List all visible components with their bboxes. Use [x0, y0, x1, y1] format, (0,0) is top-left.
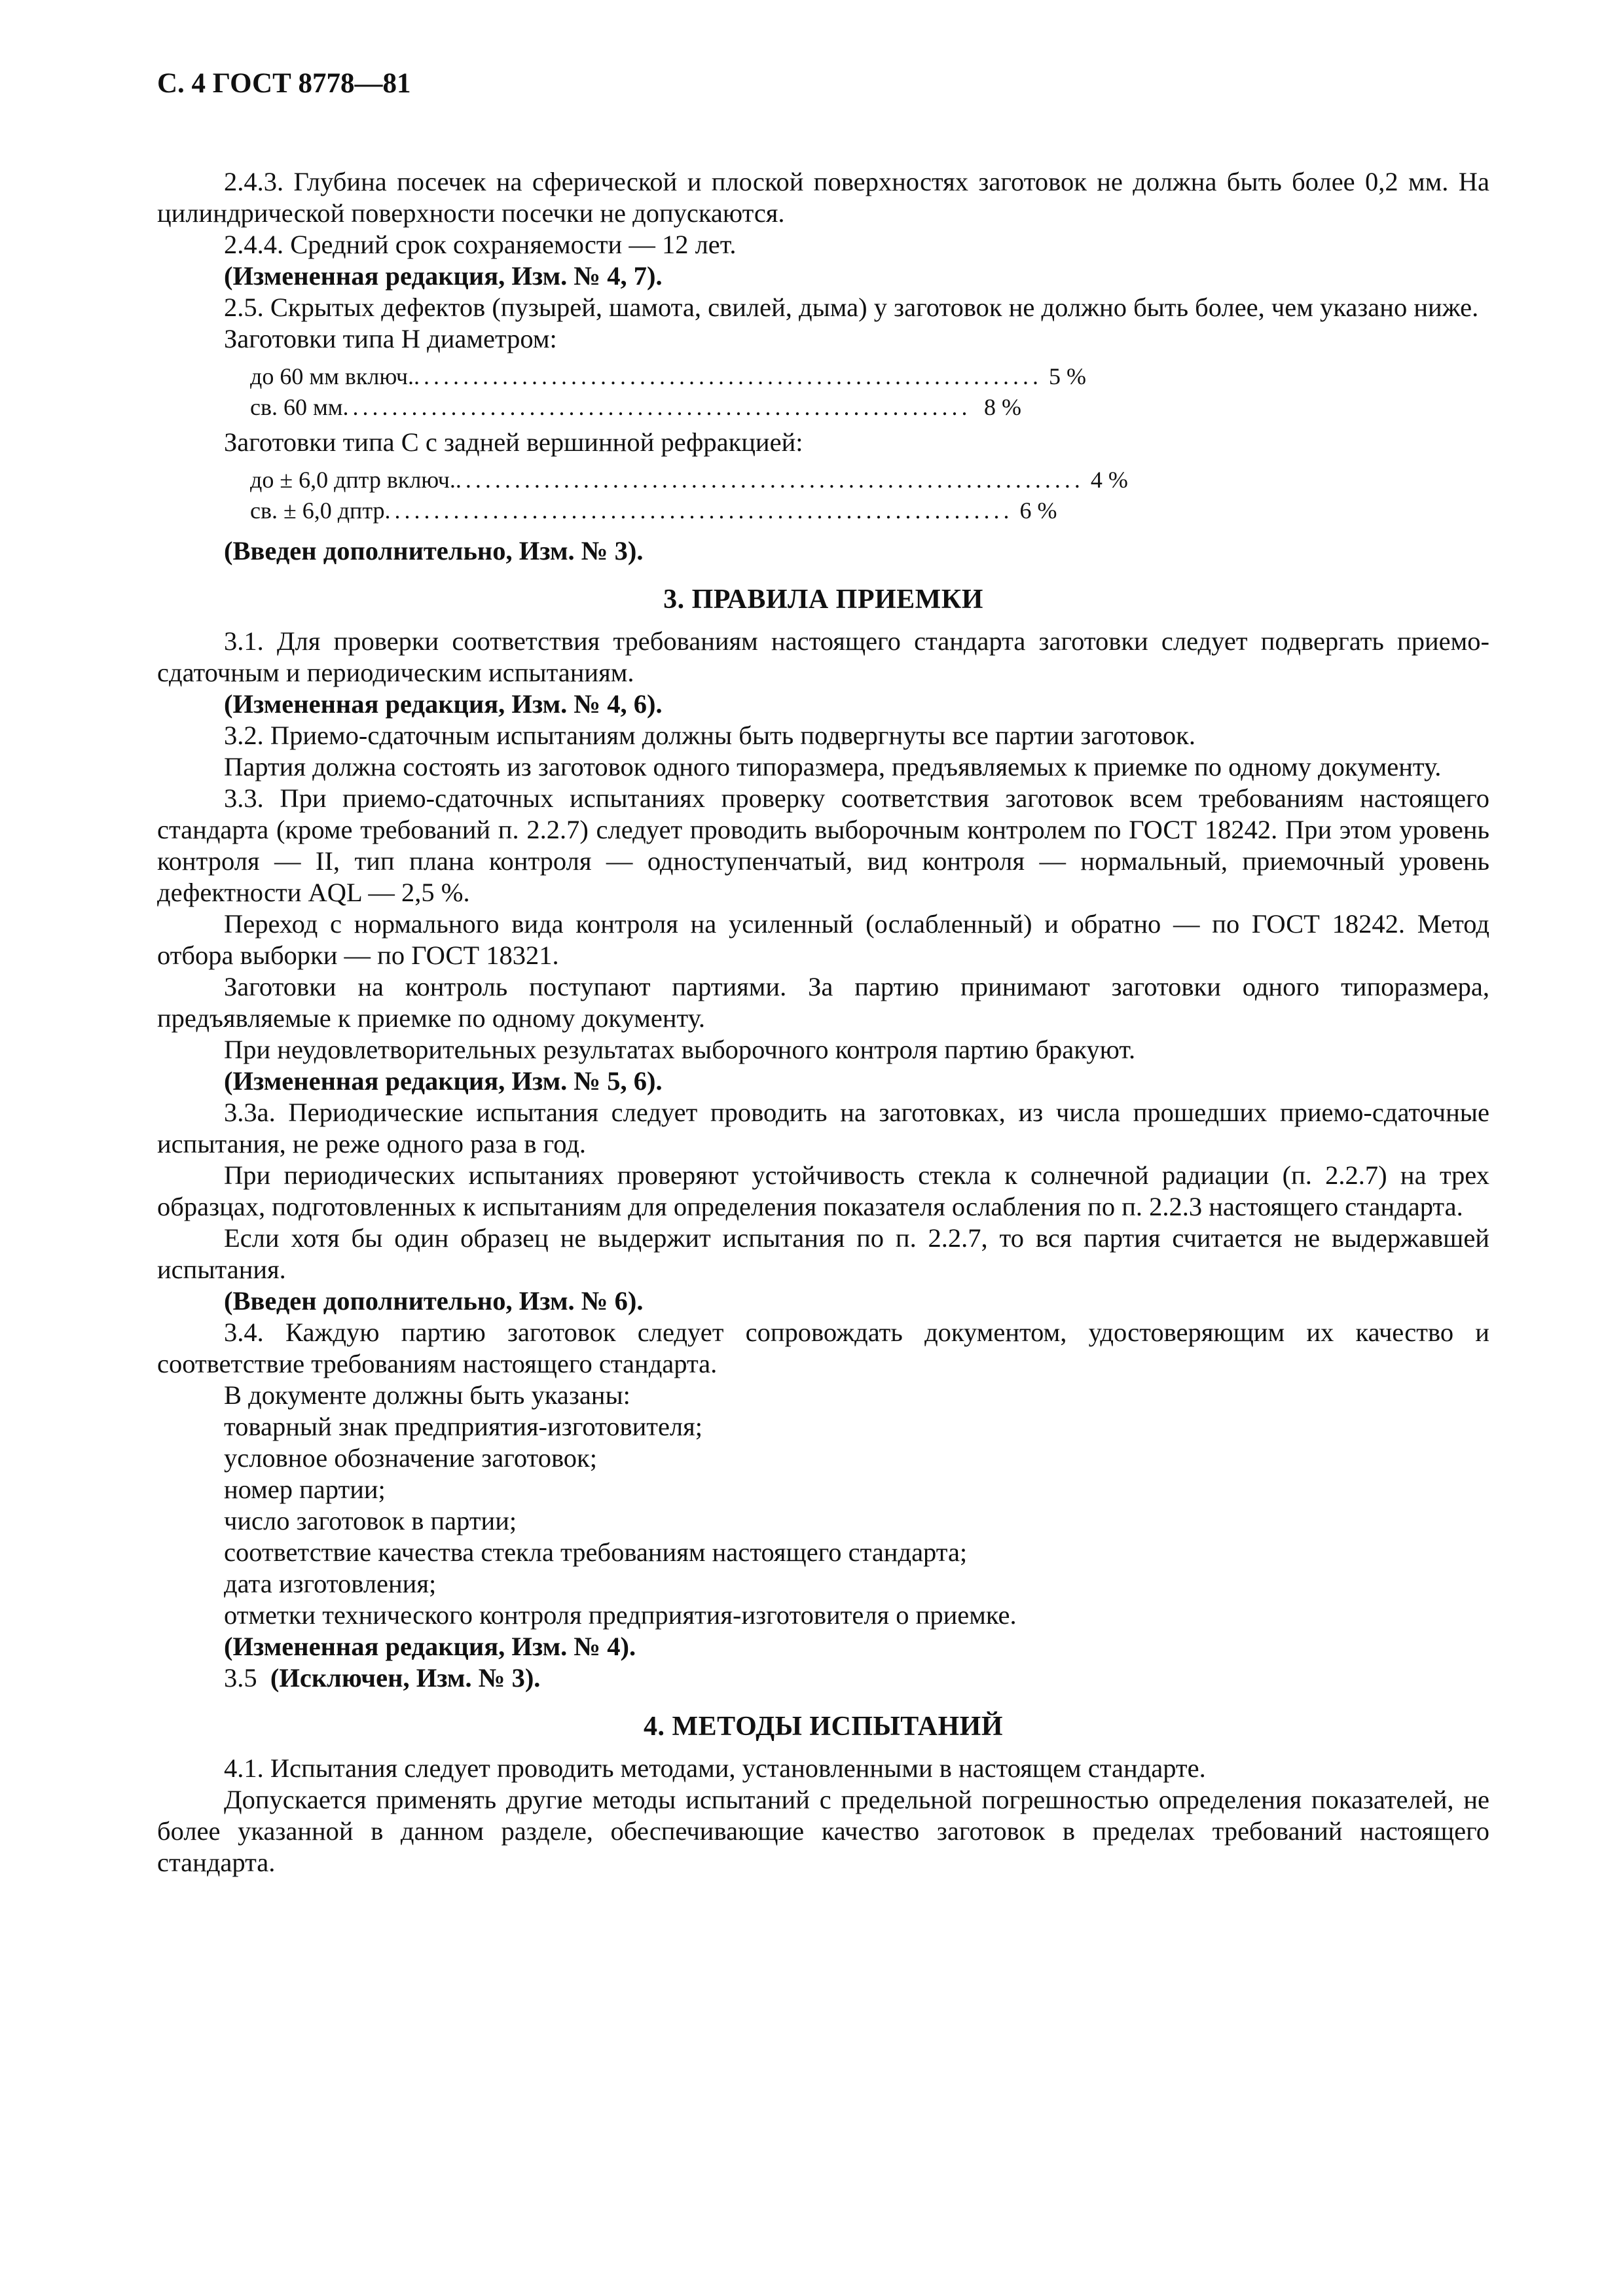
row-label: св. 60 мм	[250, 394, 343, 420]
section-4-title: 4. МЕТОДЫ ИСПЫТАНИЙ	[644, 1712, 1003, 1742]
amendment-note: (Введен дополнительно, Изм. № 3).	[224, 536, 644, 565]
document-page	[157, 65, 1489, 1878]
list-item: товарный знак предприятия-изготовителя;	[224, 1412, 703, 1441]
paragraph-3-2: 3.2. Приемо-сдаточным испытаниям должны быть подвергнуты все партии заготовок.	[224, 721, 1195, 750]
type-c-list	[224, 465, 1489, 526]
row-value: 5 %	[1048, 363, 1086, 389]
dot-leader: ................................................................	[342, 394, 972, 420]
list-item: условное обозначение заготовок;	[224, 1443, 597, 1473]
paragraph-3-4: 3.4. Каждую партию заготовок следует сопровождать документом, удостоверяющим их качество и соответствие требованиям настоящего стандарта.	[157, 1318, 1489, 1378]
paragraph-3-3a: 3.3а. Периодические испытания следует проводить на заготовках, из числа прошедших приемо-сдаточные испытания, не реже одного раза в год.	[157, 1098, 1489, 1158]
paragraph-4-1: 4.1. Испытания следует проводить методами, установленными в настоящем стандарте.	[224, 1753, 1206, 1783]
row-value: 4 %	[1090, 467, 1128, 493]
paragraph-3-3-cont: При неудовлетворительных результатах выборочного контроля партию бракуют.	[224, 1035, 1136, 1064]
type-h-list	[224, 361, 1489, 423]
list-item: соответствие качества стекла требованиям настоящего стандарта;	[224, 1537, 968, 1567]
type-c-heading: Заготовки типа С с задней вершинной рефракцией:	[224, 427, 803, 457]
amendment-note: (Измененная редакция, Изм. № 4, 6).	[224, 689, 663, 719]
section-3-title: 3. ПРАВИЛА ПРИЕМКИ	[663, 584, 983, 615]
dot-leader-row	[250, 465, 1128, 495]
amendment-note: (Исключен, Изм. № 3).	[270, 1663, 541, 1693]
type-h-heading: Заготовки типа Н диаметром:	[224, 324, 557, 353]
dot-leader: ................................................................	[384, 497, 1013, 524]
row-label: до ± 6,0 дптр включ.	[250, 467, 456, 493]
row-value: 6 %	[1019, 497, 1057, 524]
dot-leader-row	[250, 361, 1086, 392]
list-item: номер партии;	[224, 1475, 386, 1504]
dot-leader: ................................................................	[455, 467, 1084, 493]
row-value: 8 %	[984, 394, 1021, 420]
list-item: число заготовок в партии;	[224, 1506, 517, 1535]
row-label: св. ± 6,0 дптр	[250, 497, 385, 524]
paragraph-3-3-cont: Переход с нормального вида контроля на усиленный (ослабленный) и обратно — по ГОСТ 18242. Метод отбора выборки — по ГОСТ 18321.	[157, 909, 1489, 970]
amendment-note: (Измененная редакция, Изм. № 4).	[224, 1632, 636, 1661]
amendment-note: (Измененная редакция, Изм. № 4, 7).	[224, 261, 663, 291]
row-label: до 60 мм включ.	[250, 363, 414, 389]
page-header: С. 4 ГОСТ 8778—81	[157, 68, 411, 99]
paragraph-2-4-4: 2.4.4. Средний срок сохраняемости — 12 лет.	[224, 230, 737, 259]
paragraph-3-3a-cont: При периодических испытаниях проверяют устойчивость стекла к солнечной радиации (п. 2.2.7) на трех образцах, подготовленных к испытаниям для определения показателя ослабления по п. 2.2.3 настоящего стандарта.	[157, 1160, 1489, 1221]
dot-leader-row	[250, 392, 1021, 423]
document-requirements-list	[224, 1411, 1489, 1631]
paragraph-2-5: 2.5. Скрытых дефектов (пузырей, шамота, свилей, дыма) у заготовок не должно быть более, чем указано ниже.	[224, 293, 1479, 322]
paragraph-3-5	[157, 1662, 1489, 1694]
paragraph-3-3: 3.3. При приемо-сдаточных испытаниях проверку соответствия заготовок всем требованиям настоящего стандарта (кроме требований п. 2.2.7) следует проводить выборочным контролем по ГОСТ 18242. При этом уровень контроля — II, тип плана контроля — одноступенчатый, вид контроля — нормальный, приемочный уровень дефектности AQL — 2,5 %.	[157, 783, 1489, 907]
paragraph-number: 3.5	[224, 1663, 257, 1693]
paragraph-3-3-cont: Заготовки на контроль поступают партиями. За партию принимают заготовки одного типоразмера, предъявляемые к приемке по одному документу.	[157, 972, 1489, 1033]
paragraph-3-3a-cont: Если хотя бы один образец не выдержит испытания по п. 2.2.7, то вся партия считается не выдержавшей испытания.	[157, 1223, 1489, 1284]
amendment-note: (Измененная редакция, Изм. № 5, 6).	[224, 1066, 663, 1096]
paragraph-3-1: 3.1. Для проверки соответствия требованиям настоящего стандарта заготовки следует подвергать приемо-сдаточным и периодическим испытаниям.	[157, 626, 1489, 687]
paragraph-2-4-3: 2.4.3. Глубина посечек на сферической и плоской поверхностях заготовок не должна быть более 0,2 мм. На цилиндрической поверхности посечки не допускаются.	[157, 167, 1489, 228]
document-body	[157, 166, 1489, 1878]
paragraph-3-4-cont: В документе должны быть указаны:	[224, 1380, 630, 1410]
dot-leader: ................................................................	[413, 363, 1042, 389]
paragraph-3-2-cont: Партия должна состоять из заготовок одного типоразмера, предъявляемых к приемке по одному документу.	[224, 752, 1442, 781]
list-item: дата изготовления;	[224, 1569, 437, 1598]
list-item: отметки технического контроля предприятия-изготовителя о приемке.	[224, 1600, 1017, 1630]
paragraph-4-1-cont: Допускается применять другие методы испытаний с предельной погрешностью определения показателей, не более указанной в данном разделе, обеспечивающие качество заготовок в пределах требований настоящего стандарта.	[157, 1785, 1489, 1877]
amendment-note: (Введен дополнительно, Изм. № 6).	[224, 1286, 644, 1316]
dot-leader-row	[250, 495, 1057, 526]
